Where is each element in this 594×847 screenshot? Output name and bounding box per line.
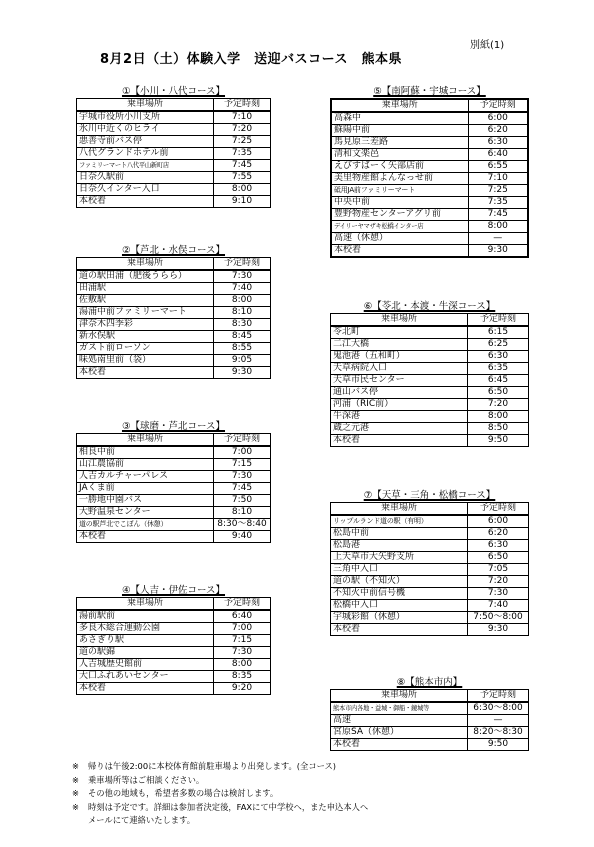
table-row	[331, 564, 529, 576]
course-table	[330, 689, 529, 751]
stop-time: 6:30	[468, 540, 529, 552]
header-place: 乗車場所	[77, 434, 214, 447]
notes	[72, 760, 368, 828]
stop-time: 6:50	[468, 387, 529, 399]
stop-time: 7:05	[468, 564, 529, 576]
course-table	[76, 257, 271, 379]
stop-time: 7:10	[468, 173, 528, 185]
stop-place: 大野温泉センター	[77, 507, 214, 519]
note-line	[72, 814, 368, 828]
table-row	[331, 173, 528, 185]
header-place: 乗車場所	[331, 690, 468, 703]
table-row	[77, 331, 271, 343]
stop-time: 7:45	[214, 160, 271, 172]
table-row	[77, 623, 271, 635]
course-1	[76, 86, 271, 208]
table-row	[331, 588, 529, 600]
stop-place: 田浦駅	[77, 283, 214, 295]
table-row	[77, 307, 271, 319]
table-row	[77, 647, 271, 659]
stop-time: 6:30～8:00	[468, 702, 529, 715]
table-row	[77, 355, 271, 367]
stop-time: 6:30	[468, 137, 528, 149]
stop-time: 9:40	[214, 531, 271, 543]
stop-time: 8:20～8:30	[468, 727, 529, 739]
table-row	[331, 245, 528, 258]
course-title: ⑤【南阿蘇・宇城コース】	[373, 86, 486, 97]
stop-place: 相良中前	[77, 446, 214, 459]
stop-place: 苓北町	[331, 326, 468, 339]
stop-time: 6:20	[468, 528, 529, 540]
stop-time: 6:00	[468, 515, 529, 528]
course-table	[330, 98, 529, 258]
table-row	[331, 727, 529, 739]
table-row	[331, 435, 529, 447]
stop-place: 宇城市役所小川支所	[77, 111, 214, 124]
table-row	[331, 185, 528, 197]
stop-place: 日奈久インター入口	[77, 184, 214, 196]
stop-place: JAくま前	[77, 483, 214, 495]
stop-place: 砥用JA前ファミリーマート	[331, 185, 468, 197]
stop-time: 7:35	[468, 197, 528, 209]
stop-place: 河浦（RIC前）	[331, 399, 468, 411]
note-text: 時刻は予定です。詳細は参加者決定後，FAXにて中学校へ，また申込本人へ	[88, 801, 369, 812]
table-row	[77, 283, 271, 295]
stop-place: 津奈木四季彩	[77, 319, 214, 331]
stop-time: 9:30	[468, 245, 528, 258]
stop-time: 9:30	[214, 367, 271, 379]
table-row	[77, 659, 271, 671]
stop-place: 本校着	[331, 624, 468, 636]
stop-time: 8:00	[468, 221, 528, 233]
stop-time: 8:35	[214, 671, 271, 683]
header-time: 予定時刻	[214, 99, 271, 112]
stop-place: 人吉カルチャーパレス	[77, 471, 214, 483]
annex-label: 別紙(1)	[470, 40, 505, 51]
course-6	[330, 301, 529, 447]
stop-time: 7:50	[214, 495, 271, 507]
stop-place: 悪善寺前バス停	[77, 136, 214, 148]
header-place: 乗車場所	[77, 258, 214, 271]
stop-time: 7:40	[214, 283, 271, 295]
table-row	[77, 459, 271, 471]
note-mark: ※	[72, 761, 79, 771]
stop-time: 7:15	[214, 635, 271, 647]
table-row	[77, 671, 271, 683]
table-row	[331, 375, 529, 387]
course-table	[76, 597, 271, 695]
table-row	[331, 411, 529, 423]
stop-time: —	[468, 715, 529, 727]
stop-place: 道の駅（不知火）	[331, 576, 468, 588]
stop-place: 天草病院入口	[331, 363, 468, 375]
course-table	[76, 433, 271, 543]
stop-time: 6:40	[214, 610, 271, 623]
table-row	[331, 149, 528, 161]
stop-time: 7:30	[468, 588, 529, 600]
stop-place: 松島港	[331, 540, 468, 552]
table-row	[331, 351, 529, 363]
stop-time: 6:35	[468, 363, 529, 375]
table-row	[77, 319, 271, 331]
stop-place: 馬見原三差路	[331, 137, 468, 149]
stop-time: 9:30	[468, 624, 529, 636]
header-time: 予定時刻	[468, 690, 529, 703]
course-title: ①【小川・八代コース】	[121, 86, 226, 97]
stop-place: 清和文楽邑	[331, 149, 468, 161]
stop-time: 7:45	[214, 483, 271, 495]
note-line	[72, 774, 368, 788]
stop-place: 熊本市内各地・益城・御船・鏡城等	[331, 702, 468, 715]
note-text: 帰りは午後2:00に本校体育館前駐車場より出発します。(全コース)	[88, 761, 337, 771]
table-row	[77, 446, 271, 459]
stop-time: 9:50	[468, 739, 529, 751]
stop-place: 道の駅錦	[77, 647, 214, 659]
course-table	[76, 98, 271, 208]
stop-time: 6:25	[468, 339, 529, 351]
stop-place: 通山バス停	[331, 387, 468, 399]
note-text: メールにて連絡いたします。	[88, 815, 196, 826]
table-row	[331, 137, 528, 149]
stop-time: 7:15	[214, 459, 271, 471]
table-row	[77, 124, 271, 136]
stop-time: 9:10	[214, 196, 271, 208]
course-7	[330, 490, 529, 636]
course-title: ⑦【天草・三角・松橋コース】	[363, 490, 496, 501]
stop-place: 湯前駅前	[77, 610, 214, 623]
stop-time: 9:20	[214, 683, 271, 695]
stop-place: 山江農協前	[77, 459, 214, 471]
stop-time: 6:50	[468, 552, 529, 564]
stop-place: 本校着	[77, 531, 214, 543]
stop-place: 鬼池港（五和町）	[331, 351, 468, 363]
stop-place: 新水俣駅	[77, 331, 214, 343]
stop-place: 多良木総合運動公園	[77, 623, 214, 635]
stop-place: 氷川中近くのヒライ	[77, 124, 214, 136]
course-5	[330, 86, 529, 258]
stop-place: あさぎり駅	[77, 635, 214, 647]
table-row	[331, 528, 529, 540]
stop-place: 本校着	[331, 245, 468, 258]
stop-place: 大口ふれあいセンター	[77, 671, 214, 683]
stop-time: 9:50	[468, 435, 529, 447]
course-4	[76, 585, 271, 695]
table-row	[77, 270, 271, 283]
stop-place: 道の駅芦北でこぼん（休憩）	[77, 519, 214, 531]
stop-place: ガスト前ローソン	[77, 343, 214, 355]
note-mark: ※	[72, 788, 79, 799]
table-row	[77, 519, 271, 531]
stop-place: 美里物産館よんなっせ前	[331, 173, 468, 185]
stop-place: 一勝地中園バス	[77, 495, 214, 507]
table-row	[77, 507, 271, 519]
stop-time: 6:45	[468, 375, 529, 387]
table-row	[331, 515, 529, 528]
stop-place: 上天草市大矢野支所	[331, 552, 468, 564]
stop-place: 宮原SA（休憩）	[331, 727, 468, 739]
table-row	[331, 715, 529, 727]
table-row	[331, 363, 529, 375]
table-row	[77, 610, 271, 623]
table-row	[331, 209, 528, 221]
header-time: 予定時刻	[468, 503, 529, 516]
stop-place: 道の駅田浦（肥後うらら）	[77, 270, 214, 283]
stop-place: 本校着	[331, 435, 468, 447]
stop-time: —	[468, 233, 528, 245]
stop-time: 8:00	[468, 411, 529, 423]
stop-place: 本校着	[77, 367, 214, 379]
stop-time: 6:40	[468, 149, 528, 161]
stop-time: 6:20	[468, 125, 528, 137]
table-row	[77, 136, 271, 148]
stop-time: 7:25	[214, 136, 271, 148]
stop-time: 7:20	[468, 576, 529, 588]
header-place: 乗車場所	[331, 503, 468, 516]
stop-place: 天草市民センター	[331, 375, 468, 387]
stop-time: 8:50	[468, 423, 529, 435]
table-row	[77, 148, 271, 160]
course-title: ③【球磨・芦北コース】	[121, 421, 226, 432]
stop-place: 不知火中前信号機	[331, 588, 468, 600]
stop-time: 7:00	[214, 446, 271, 459]
course-title: ⑥【苓北・本渡・牛深コース】	[363, 301, 496, 312]
table-row	[331, 125, 528, 137]
stop-place: 日奈久駅前	[77, 172, 214, 184]
stop-place: 牛深港	[331, 411, 468, 423]
table-row	[331, 600, 529, 612]
table-row	[77, 367, 271, 379]
stop-time: 6:30	[468, 351, 529, 363]
stop-time: 7:35	[214, 148, 271, 160]
stop-place: 中央中前	[331, 197, 468, 209]
stop-time: 6:55	[468, 161, 528, 173]
stop-place: 八代グランドホテル前	[77, 148, 214, 160]
table-row	[77, 172, 271, 184]
header-time: 予定時刻	[468, 99, 528, 112]
page-title: 8月2日（土）体験入学 送迎バスコース 熊本県	[100, 52, 402, 67]
note-line	[72, 760, 368, 774]
stop-time: 9:05	[214, 355, 271, 367]
stop-time: 7:30	[214, 270, 271, 283]
stop-place: 佐敷駅	[77, 295, 214, 307]
stop-time: 7:40	[468, 600, 529, 612]
table-row	[331, 552, 529, 564]
header-time: 予定時刻	[214, 258, 271, 271]
stop-time: 7:50～8:00	[468, 612, 529, 624]
course-title: ⑧【熊本市内】	[396, 677, 463, 688]
stop-place: 人吉城歴史館前	[77, 659, 214, 671]
course-3	[76, 421, 271, 543]
table-row	[331, 233, 528, 245]
stop-place: リップルランド道の駅（有明）	[331, 515, 468, 528]
stop-time: 8:55	[214, 343, 271, 355]
table-row	[331, 399, 529, 411]
table-row	[77, 196, 271, 208]
course-2	[76, 245, 271, 379]
stop-time: 7:30	[214, 471, 271, 483]
table-row	[77, 483, 271, 495]
note-line	[72, 787, 368, 801]
table-row	[331, 221, 528, 233]
stop-place: 本校着	[331, 739, 468, 751]
stop-place: 高速（休憩）	[331, 233, 468, 245]
stop-time: 8:10	[214, 507, 271, 519]
stop-place: 松島中前	[331, 528, 468, 540]
table-row	[77, 635, 271, 647]
stop-time: 7:30	[214, 647, 271, 659]
stop-place: 二江大橋	[331, 339, 468, 351]
stop-place: 松橋中入口	[331, 600, 468, 612]
table-row	[331, 576, 529, 588]
stop-time: 7:45	[468, 209, 528, 221]
table-row	[331, 112, 528, 125]
course-table	[330, 502, 529, 636]
note-mark: ※	[72, 801, 79, 812]
header-time: 予定時刻	[468, 314, 529, 327]
table-row	[331, 612, 529, 624]
stop-time: 8:00	[214, 659, 271, 671]
stop-place: 湯浦中前ファミリーマート	[77, 307, 214, 319]
table-row	[77, 295, 271, 307]
table-row	[77, 160, 271, 172]
stop-place: 味処南里前（袋）	[77, 355, 214, 367]
stop-place: 三角中入口	[331, 564, 468, 576]
header-place: 乗車場所	[331, 99, 468, 112]
table-row	[77, 111, 271, 124]
stop-place: ファミリーマート八代平山新町店	[77, 160, 214, 172]
header-place: 乗車場所	[331, 314, 468, 327]
stop-time: 8:00	[214, 184, 271, 196]
note-mark: ※	[72, 774, 79, 785]
note-text: その他の地域も，希望者多数の場合は検討します。	[88, 788, 279, 799]
table-row	[331, 387, 529, 399]
stop-time: 8:00	[214, 295, 271, 307]
table-row	[77, 343, 271, 355]
note-text: 乗車場所等はご相談ください。	[88, 774, 205, 785]
table-row	[331, 161, 528, 173]
stop-time: 6:15	[468, 326, 529, 339]
stop-time: 8:10	[214, 307, 271, 319]
course-8	[330, 677, 529, 751]
stop-place: 蔵之元港	[331, 423, 468, 435]
stop-place: 蘇陽中前	[331, 125, 468, 137]
table-row	[77, 184, 271, 196]
stop-place: 高森中	[331, 112, 468, 125]
stop-place: えびすばーく矢部店前	[331, 161, 468, 173]
stop-place: 本校着	[77, 196, 214, 208]
table-row	[77, 531, 271, 543]
stop-time: 6:00	[468, 112, 528, 125]
table-row	[77, 471, 271, 483]
table-row	[331, 197, 528, 209]
header-time: 予定時刻	[214, 434, 271, 447]
stop-time: 8:45	[214, 331, 271, 343]
stop-time: 8:30	[214, 319, 271, 331]
course-table	[330, 313, 529, 447]
stop-place: 宇城彩館（休憩）	[331, 612, 468, 624]
table-row	[331, 624, 529, 636]
stop-place: デイリーヤマザキ松橋インター店	[331, 221, 468, 233]
table-row	[331, 326, 529, 339]
stop-time: 7:20	[468, 399, 529, 411]
header-place: 乗車場所	[77, 99, 214, 112]
stop-time: 7:25	[468, 185, 528, 197]
stop-time: 7:20	[214, 124, 271, 136]
table-row	[77, 683, 271, 695]
stop-time: 7:00	[214, 623, 271, 635]
table-row	[77, 495, 271, 507]
header-place: 乗車場所	[77, 598, 214, 611]
stop-time: 8:30～8:40	[214, 519, 271, 531]
table-row	[331, 702, 529, 715]
course-title: ④【人吉・伊佐コース】	[121, 585, 226, 596]
table-row	[331, 339, 529, 351]
stop-place: 高速	[331, 715, 468, 727]
table-row	[331, 423, 529, 435]
stop-place: 豊野物産センターアグリ前	[331, 209, 468, 221]
stop-place: 本校着	[77, 683, 214, 695]
note-line	[72, 801, 368, 815]
header-time: 予定時刻	[214, 598, 271, 611]
stop-time: 7:55	[214, 172, 271, 184]
stop-time: 7:10	[214, 111, 271, 124]
course-title: ②【芦北・水俣コース】	[121, 245, 226, 256]
table-row	[331, 540, 529, 552]
table-row	[331, 739, 529, 751]
